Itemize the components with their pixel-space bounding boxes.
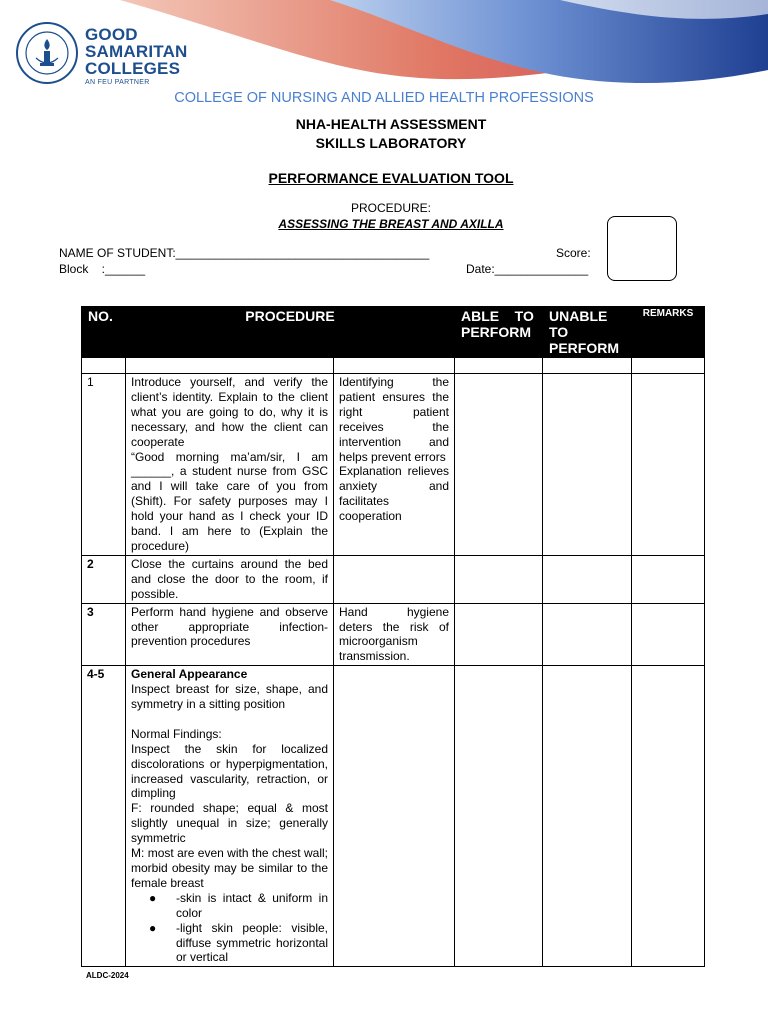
row-number: 4-5 (82, 666, 126, 967)
unable-cell[interactable] (543, 555, 632, 603)
date-field[interactable]: Date:______________ (466, 262, 589, 276)
row-rationale: Hand hygiene deters the risk of microorganism transmission. (334, 603, 455, 666)
table-row (82, 555, 705, 603)
header-able-line2: PERFORM (461, 324, 531, 340)
row-rationale: Identifying the patient ensures the right patient receives the intervention and helps prevent errors Explanation relieves anxiety and facilitates cooperation (334, 374, 455, 556)
document-title: PERFORMANCE EVALUATION TOOL (268, 170, 514, 186)
row-intro: Inspect breast for size, shape, and symmetry in a sitting position (131, 682, 328, 712)
student-name-field[interactable]: NAME OF STUDENT:______________________________________ (59, 246, 430, 260)
row-number: 1 (82, 374, 126, 556)
header-unable-line2: TO (549, 324, 569, 340)
row-rationale (334, 555, 455, 603)
header-procedure: PROCEDURE (126, 307, 455, 358)
row-procedure (126, 666, 334, 967)
table-row (82, 374, 705, 556)
remarks-cell[interactable] (632, 555, 705, 603)
row-detail: Inspect the skin for localized discolorations or hyperpigmentation, increased vascularity, retraction, or dimpling F: rounded shape; equal & most slightly unequal in size; generally symmetric M: most are even with the chest wall; morbid obesity may be similar to the female breast (131, 741, 328, 890)
bullet-icon: ● (149, 890, 157, 905)
college-seal-icon (16, 22, 78, 84)
header-unable-line3: PERFORM (549, 340, 619, 356)
list-item (131, 891, 328, 921)
list-item-text: -skin is intact & uniform in color (176, 890, 328, 920)
college-logo (16, 22, 188, 86)
remarks-cell[interactable] (632, 603, 705, 666)
row-procedure: Close the curtains around the bed and close the door to the room, if possible. (126, 555, 334, 603)
procedure-label: PROCEDURE: (350, 201, 431, 215)
unable-cell[interactable] (543, 603, 632, 666)
header-remarks: REMARKS (632, 307, 705, 358)
bullet-icon: ● (149, 920, 157, 935)
header-unable-line1: UNABLE (549, 308, 608, 324)
able-cell[interactable] (455, 666, 543, 967)
row-number: 3 (82, 603, 126, 666)
unable-cell[interactable] (543, 666, 632, 967)
score-label: Score: (556, 246, 591, 260)
header-able (455, 307, 543, 358)
logo-line-3: COLLEGES (85, 59, 181, 78)
score-box[interactable] (607, 216, 677, 281)
list-item-text: -light skin people: visible, diffuse symmetric horizontal or vertical (176, 920, 328, 965)
footer-code: ALDC-2024 (86, 971, 129, 980)
row-rationale (334, 666, 455, 967)
normal-findings-label: Normal Findings: (131, 726, 222, 741)
able-cell[interactable] (455, 555, 543, 603)
logo-tagline: AN FEU PARTNER (85, 79, 150, 86)
table-row (82, 666, 705, 967)
able-cell[interactable] (455, 603, 543, 666)
header-able-line1: ABLE TO (461, 308, 534, 324)
logo-line-1: GOOD (85, 25, 138, 44)
findings-list (131, 891, 328, 966)
remarks-cell[interactable] (632, 374, 705, 556)
table-row (82, 603, 705, 666)
row-procedure: Introduce yourself, and verify the client’s identity. Explain to the client what you are going to do, why it is necessary, and how the client can cooperate “Good morning ma’am/sir, I am ______, a student nurse from GSC and I will take care of you from (Shift). For safety purposes may I hold your hand as I check your ID band. I am here to (Explain the procedure) (126, 374, 334, 556)
table-header-row (82, 307, 705, 358)
header-unable (543, 307, 632, 358)
college-name: COLLEGE OF NURSING AND ALLIED HEALTH PROFESSIONS (174, 90, 594, 106)
remarks-cell[interactable] (632, 666, 705, 967)
unable-cell[interactable] (543, 374, 632, 556)
course-subtitle: SKILLS LABORATORY (315, 135, 467, 151)
list-item (131, 921, 328, 966)
table-spacer-row (82, 358, 705, 374)
row-heading: General Appearance (131, 667, 248, 682)
row-number: 2 (82, 555, 126, 603)
course-title: NHA-HEALTH ASSESSMENT (295, 116, 487, 132)
block-field[interactable]: Block :______ (59, 262, 146, 276)
header-no: NO. (82, 307, 126, 358)
able-cell[interactable] (455, 374, 543, 556)
row-procedure: Perform hand hygiene and observe other appropriate infection-prevention procedures (126, 603, 334, 666)
evaluation-table (81, 306, 705, 967)
logo-line-2: SAMARITAN (85, 42, 188, 61)
procedure-name: ASSESSING THE BREAST AND AXILLA (278, 217, 504, 231)
